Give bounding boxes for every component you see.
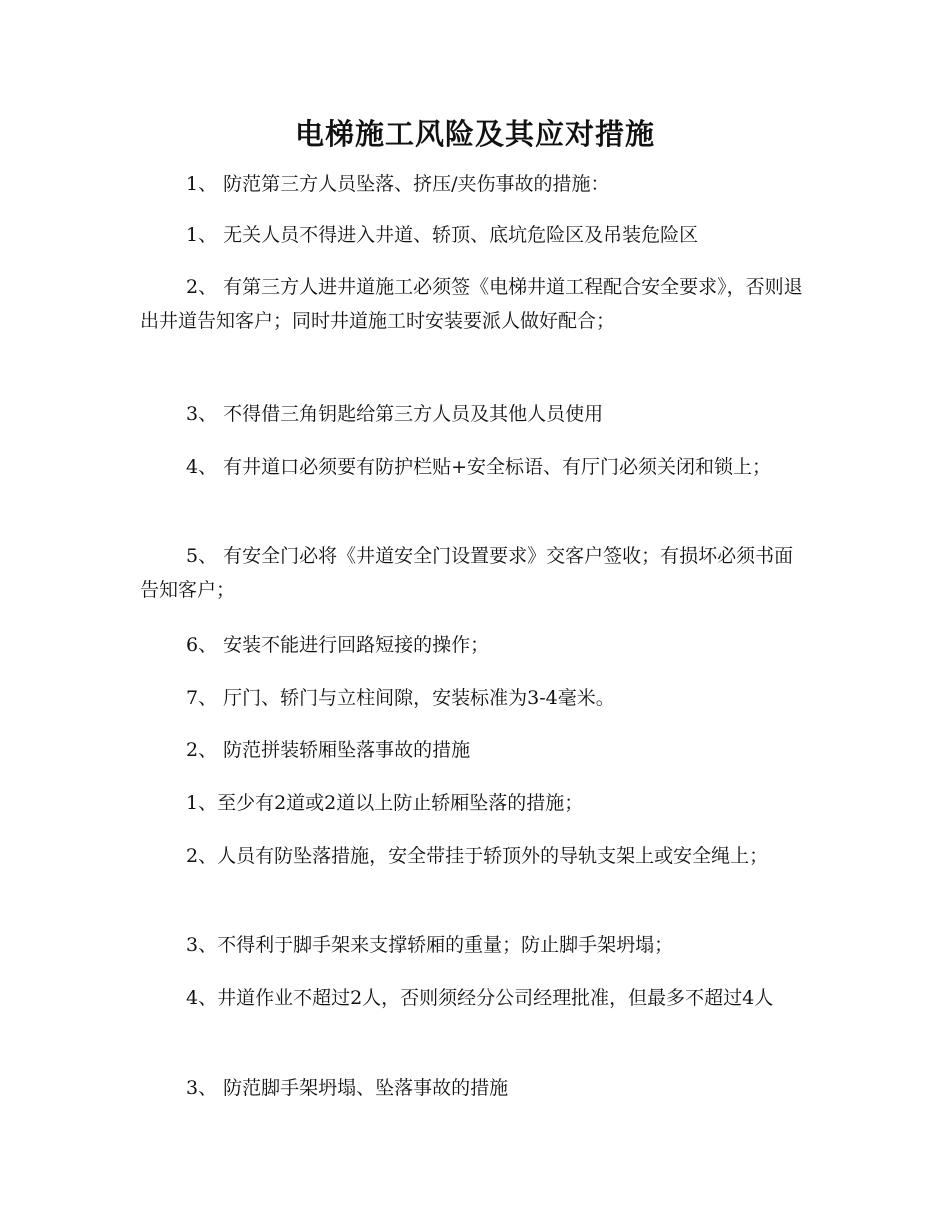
paragraph-item-1: 1、 无关人员不得进入井道、轿顶、底坑危险区及吊装危险区 xyxy=(186,224,699,246)
paragraph-item-4: 4、 有井道口必须要有防护栏贴+安全标语、有厅门必须关闭和锁上； xyxy=(186,456,772,478)
paragraph-item-2-4: 4、井道作业不超过2人，否则须经分公司经理批准，但最多不超过4人 xyxy=(186,987,774,1009)
paragraph-item-2-2: 2、人员有防坠落措施，安全带挂于轿顶外的导轨支架上或安全绳上； xyxy=(186,845,769,867)
paragraph-section-2-heading: 2、 防范拼装轿厢坠落事故的措施 xyxy=(186,739,471,761)
paragraph-item-5: 5、 有安全门必将《井道安全门设置要求》交客户签收；有损坏必须书面告知客户； xyxy=(140,545,794,601)
paragraph-item-7: 7、 厅门、轿门与立柱间隙，安装标准为3-4毫米。 xyxy=(186,687,615,709)
paragraph-item-2: 2、 有第三方人进井道施工必须签《电梯井道工程配合安全要求》，否则退出井道告知客户；同时井道施工时安装要派人做好配合； xyxy=(140,276,803,332)
paragraph-item-2-1: 1、至少有2道或2道以上防止轿厢坠落的措施； xyxy=(186,792,584,814)
paragraph-item-3: 3、 不得借三角钥匙给第三方人员及其他人员使用 xyxy=(186,403,604,425)
paragraph-section-1-heading: 1、 防范第三方人员坠落、挤压/夹伤事故的措施： xyxy=(186,173,610,195)
paragraph-item-2-3: 3、不得利于脚手架来支撑轿厢的重量；防止脚手架坍塌； xyxy=(186,934,674,956)
paragraph-section-3-heading: 3、 防范脚手架坍塌、坠落事故的措施 xyxy=(186,1077,509,1099)
document-title: 电梯施工风险及其应对措施 xyxy=(294,117,655,151)
paragraph-item-6: 6、 安装不能进行回路短接的操作； xyxy=(186,634,490,656)
